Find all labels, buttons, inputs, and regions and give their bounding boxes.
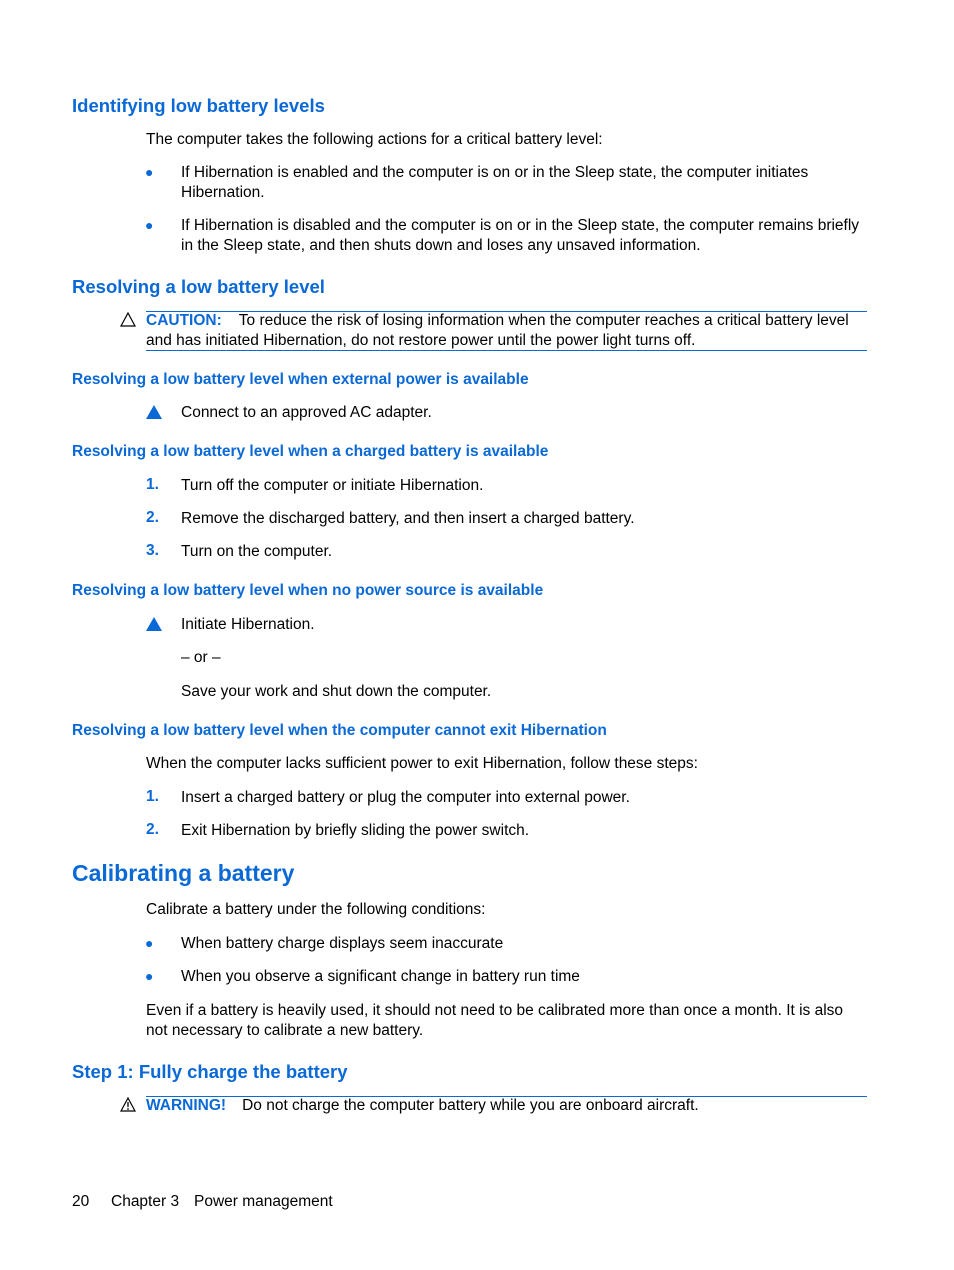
list-item: Connect to an approved AC adapter. xyxy=(181,404,432,421)
list-item: If Hibernation is enabled and the computer is on or in the Sleep state, the computer initiates Hibernation. xyxy=(181,164,809,201)
heading-step1: Step 1: Fully charge the battery xyxy=(72,1061,348,1082)
warning-label: WARNING! xyxy=(146,1097,227,1114)
caution-label: CAUTION: xyxy=(146,312,222,329)
calibrating-note: Even if a battery is heavily used, it should not need to be calibrated more than once a month. It is also not necessary to calibrate a new battery. xyxy=(146,1002,844,1039)
cannot-exit-intro: When the computer lacks sufficient power to exit Hibernation, follow these steps: xyxy=(146,755,698,772)
list-item: If Hibernation is disabled and the computer is on or in the Sleep state, the computer remains briefly in the Sleep state, and then shuts down and loses any unsaved information. xyxy=(181,217,860,254)
triangle-step-icon xyxy=(146,617,162,631)
list-item: When you observe a significant change in battery run time xyxy=(181,968,580,985)
heading-identifying: Identifying low battery levels xyxy=(72,95,325,116)
bullet-icon: ● xyxy=(145,968,154,984)
list-item: Initiate Hibernation. xyxy=(181,616,315,633)
list-item: Save your work and shut down the computer. xyxy=(181,683,492,700)
bullet-icon: ● xyxy=(145,164,154,180)
warning-triangle-icon xyxy=(120,1097,136,1117)
triangle-step-icon xyxy=(146,405,162,419)
calibrating-intro: Calibrate a battery under the following conditions: xyxy=(146,901,486,918)
page-number: 20 xyxy=(72,1193,90,1210)
step-number: 3. xyxy=(146,542,159,559)
or-separator: – or – xyxy=(181,649,221,666)
step-number: 2. xyxy=(146,509,159,526)
step-number: 1. xyxy=(146,476,159,493)
heading-charged-battery: Resolving a low battery level when a charged battery is available xyxy=(72,443,549,460)
list-item: Exit Hibernation by briefly sliding the power switch. xyxy=(181,822,530,839)
bullet-icon: ● xyxy=(145,935,154,951)
identifying-intro: The computer takes the following actions for a critical battery level: xyxy=(146,131,603,148)
warning-note: WARNING! Do not charge the computer battery while you are onboard aircraft. xyxy=(146,1097,699,1114)
heading-no-power: Resolving a low battery level when no power source is available xyxy=(72,582,544,599)
heading-calibrating: Calibrating a battery xyxy=(72,860,295,886)
list-item: When battery charge displays seem inaccurate xyxy=(181,935,504,952)
footer-chapter: Chapter 3 xyxy=(111,1193,180,1210)
list-item: Turn on the computer. xyxy=(181,543,333,560)
caution-triangle-icon xyxy=(120,312,136,332)
step-number: 1. xyxy=(146,788,159,805)
step-number: 2. xyxy=(146,821,159,838)
list-item: Insert a charged battery or plug the computer into external power. xyxy=(181,789,630,806)
caution-note: CAUTION: To reduce the risk of losing information when the computer reaches a critical battery level and has initiated Hibernation, do not restore power until the power light turns off. xyxy=(146,312,849,349)
list-item: Remove the discharged battery, and then insert a charged battery. xyxy=(181,510,635,527)
heading-cannot-exit: Resolving a low battery level when the computer cannot exit Hibernation xyxy=(72,722,607,739)
heading-resolving: Resolving a low battery level xyxy=(72,276,325,297)
heading-external-power: Resolving a low battery level when external power is available xyxy=(72,371,529,388)
bullet-icon: ● xyxy=(145,217,154,233)
list-item: Turn off the computer or initiate Hibernation. xyxy=(181,477,484,494)
footer-chapter-title: Power management xyxy=(194,1193,333,1210)
caution-bottom-rule xyxy=(146,350,867,351)
